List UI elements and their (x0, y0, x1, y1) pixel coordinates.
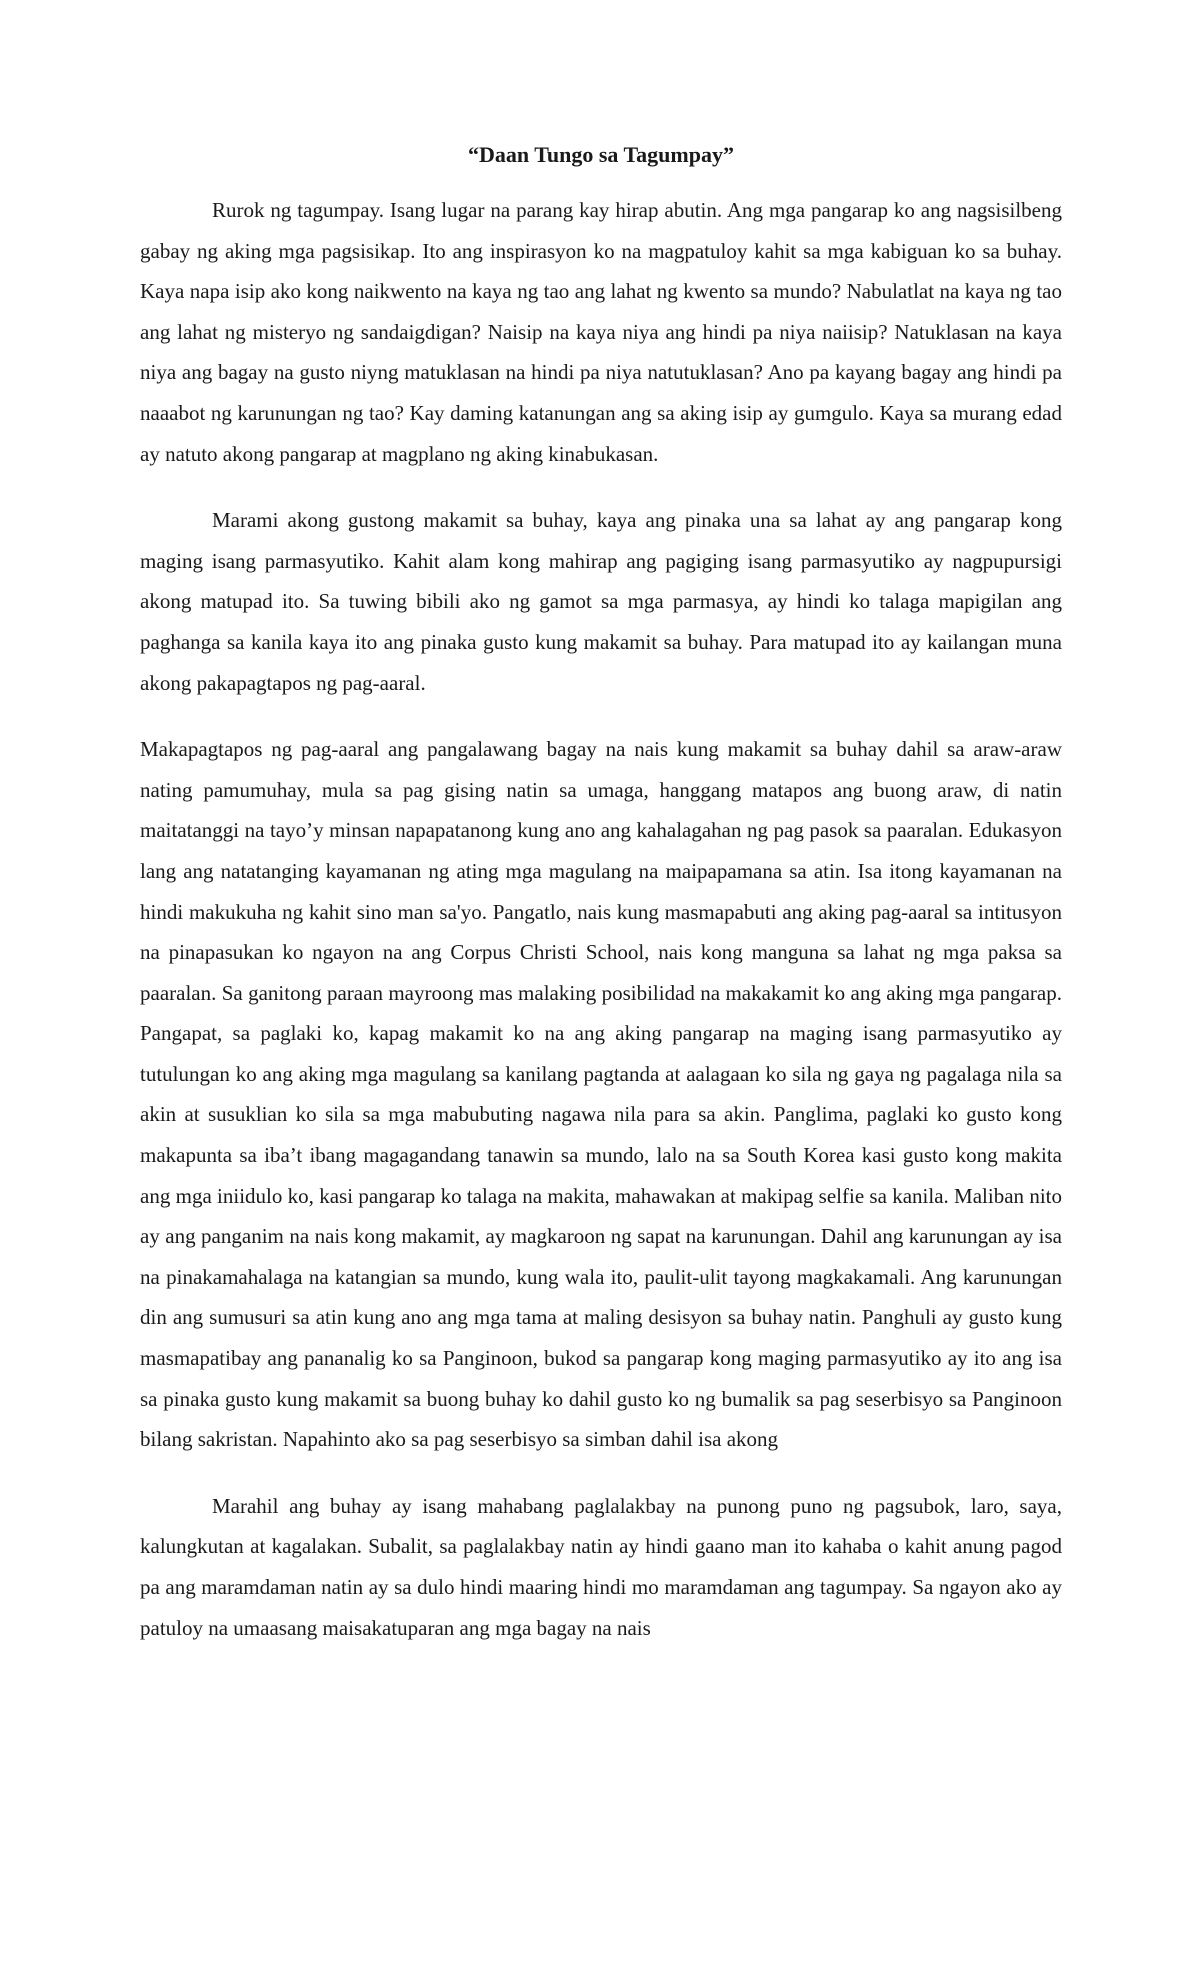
paragraph-4: Marahil ang buhay ay isang mahabang paglalakbay na punong puno ng pagsubok, laro, saya, kalungkutan at kagalakan. Subalit, sa paglalakbay natin ay hindi gaano man ito kahaba o kahit anung pagod pa ang maramdaman natin ay sa dulo hindi maaring hindi mo maramdaman ang tagumpay. Sa ngayon ako ay patuloy na umaasang maisakatuparan ang mga bagay na nais (140, 1493, 1062, 1640)
paragraph-1: Rurok ng tagumpay. Isang lugar na parang kay hirap abutin. Ang mga pangarap ko ang nagsisilbeng gabay ng aking mga pagsisikap. Ito ang inspirasyon ko na magpatuloy kahit sa mga kabiguan ko sa buhay. Kaya napa isip ako kong naikwento na kaya ng tao ang lahat ng kwento sa mundo? Nabulatlat na kaya ng tao ang lahat ng misteryo ng sandaigdigan? Naisip na kaya niya ang hindi pa niya naiisip? Natuklasan na kaya niya ang bagay na gusto niyng matuklasan na hindi pa niya natutuklasan? Ano pa kayang bagay ang hindi pa naaabot ng karunungan ng tao? Kay daming katanungan ang sa aking isip ay gumgulo. Kaya sa murang edad ay natuto akong pangarap at magplano ng aking kinabukasan. (140, 198, 1062, 466)
document-title: “Daan Tungo sa Tagumpay” (468, 142, 734, 167)
paragraph-2: Marami akong gustong makamit sa buhay, kaya ang pinaka una sa lahat ay ang pangarap kong maging isang parmasyutiko. Kahit alam kong mahirap ang pagiging isang parmasyutiko ay nagpupursigi akong matupad ito. Sa tuwing bibili ako ng gamot sa mga parmasya, ay hindi ko talaga mapigilan ang paghanga sa kanila kaya ito ang pinaka gusto kung makamit sa buhay. Para matupad ito ay kailangan muna akong pakapagtapos ng pag-aaral. (140, 508, 1062, 695)
paragraph-3: Makapagtapos ng pag-aaral ang pangalawang bagay na nais kung makamit sa buhay dahil sa araw-araw nating pamumuhay, mula sa pag gising natin sa umaga, hanggang matapos ang buong araw, di natin maitatanggi na tayo’y minsan napapatanong kung ano ang kahalagahan ng pag pasok sa paaralan. Edukasyon lang ang natatanging kayamanan ng ating mga magulang na maipapamana sa atin. Isa itong kayamanan na hindi makukuha ng kahit sino man sa'yo. Pangatlo, nais kung masmapabuti ang aking pag-aaral sa intitusyon na pinapasukan ko ngayon na ang Corpus Christi School, nais kong manguna sa lahat ng mga paksa sa paaralan. Sa ganitong paraan mayroong mas malaking posibilidad na makakamit ko ang aking mga pangarap. Pangapat, sa paglaki ko, kapag makamit ko na ang aking pangarap na maging isang parmasyutiko ay tutulungan ko ang aking mga magulang sa kanilang pagtanda at aalagaan ko sila ng gaya ng pagalaga nila sa akin at susuklian ko sila sa mga mabubuting nagawa nila para sa akin. Panglima, paglaki ko gusto kong makapunta sa iba’t ibang magagandang tanawin sa mundo, lalo na sa South Korea kasi gusto kong makita ang mga iniidulo ko, kasi pangarap ko talaga na makita, mahawakan at makipag selfie sa kanila. Maliban nito ay ang panganim na nais kong makamit, ay magkaroon ng sapat na karunungan. Dahil ang karunungan ay isa na pinakamahalaga na katangian sa mundo, kung wala ito, paulit-ulit tayong magkakamali. Ang karunungan din ang sumusuri sa atin kung ano ang mga tama at maling desisyon sa buhay natin. Panghuli ay gusto kung masmapatibay ang pananalig ko sa Panginoon, bukod sa pangarap kong maging parmasyutiko ay ito ang isa sa pinaka gusto kung makamit sa buong buhay ko dahil gusto ko ng bumalik sa pag seserbisyo sa Panginoon bilang sakristan. Napahinto ako sa pag seserbisyo sa simban dahil isa akong (140, 737, 1062, 1452)
document-body (140, 140, 1062, 1648)
